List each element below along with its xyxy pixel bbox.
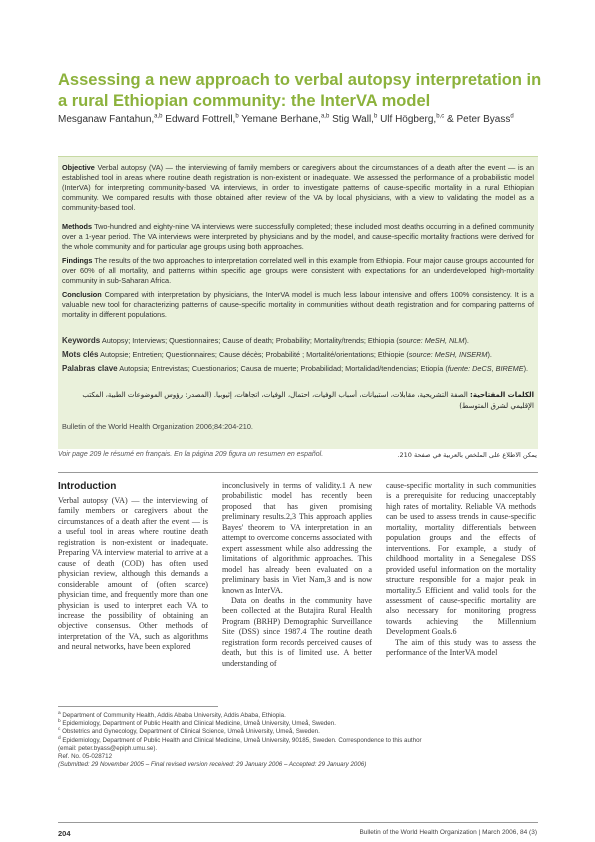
submission-dates: (Submitted: 29 November 2005 – Final revised version received: 29 January 2006 – Accepted: 29 January 2006)	[58, 761, 367, 769]
footer-divider	[58, 822, 538, 823]
footnote: $^b$ Epidemiology, Department of Public Health and Clinical Medicine, Umeå University, Umeå, Sweden.	[58, 719, 336, 728]
intro-heading: Introduction	[58, 481, 117, 492]
footnote: $^a$ Department of Community Health, Addis Ababa University, Addis Ababa, Ethiopia.	[58, 710, 286, 719]
paragraph: Data on deaths in the community have been collected at the Butajira Rural Health Program (BRHP) Demographic Surveillance Site (DSS) since 1987.4 The routine death registration form records perceived causes of death, but this is of limited use. A better understanding of	[222, 595, 372, 668]
paragraph: cause-specific mortality in such communities is a prerequisite for reducing unacceptably high rates of mortality. Reliable VA methods can be used to assess trends in cause-specific mortality, mortality differentials between population groups and the effects of interventions. For example, a study of childhood mortality in a Senegalese DSS provided useful information on the mortality structure responsible for a major peak in mortality.5 Efficient and valid tools for the assessment of cause-specific mortality are also necessary for monitoring progress towards achieving the Millennium Development Goals.6	[386, 481, 536, 637]
text-column-2	[222, 481, 372, 669]
article-title: Assessing a new approach to verbal autopsy interpretation in a rural Ethiopian community: the InterVA model	[58, 71, 542, 110]
abstract-findings: Findings The results of the two approaches to interpretation correlated well in this example from Ethiopia. Four major cause groups accounted for over 60% of all mortality, and patterns within specific age groups were consistent with expectations for an underdeveloped high-mortality community in sub-Saharan Africa.	[62, 256, 534, 285]
author: Mesganaw Fantahun,$^{a,b}$	[58, 113, 163, 125]
keywords-french: Mots clés Autopsie; Entretien; Questionnaires; Cause décès; Probabilité ; Mortalité/orientations; Ethiopie (source: MeSH, INSERM).	[62, 350, 492, 359]
abstract-methods: Methods Two-hundred and eighty-nine VA interviews were successfully completed; these included most deaths occurring in a defined community over a 1-year period. The VA interviews were interpreted by physicians and by the model, and cause-specific mortality fractions were derived for the whole community and for particular age groups using both approaches.	[62, 222, 534, 251]
author-list	[58, 114, 558, 125]
abstract-conclusion: Conclusion Compared with interpretation by physicians, the InterVA model is much less labour intensive and offers 100% consistency. It is a valuable new tool for characterizing patterns of cause-specific mortality in communities without death registration and for comparing patterns of mortality in different populations.	[62, 290, 534, 319]
author: Ulf Högberg,$^{b,c}$	[377, 113, 445, 125]
keywords-arabic: الكلمات المفتاحية: الصفة التشريحية، مقابلات، استبيانات، أسباب الوفيات، احتمال، الوفيات، اتجاهات، إثيوبيا. (المصدر: رؤوس الموضوعات الطبية، المكتب الإقليمي لشرق المتوسط)	[82, 391, 534, 410]
translation-note-arabic: يمكن الاطلاع على الملخص بالعربية في صفحة 210.	[397, 451, 537, 459]
keywords-spanish: Palabras clave Autopsia; Entrevistas; Cuestionarios; Causa de muerte; Probabilidad; Mortalidad/tendencias; Etiopía (fuente: DeCS, BIREME).	[62, 364, 529, 373]
paragraph: The aim of this study was to assess the performance of the InterVA model	[386, 637, 536, 658]
page-number: 204	[58, 829, 71, 838]
paragraph: Verbal autopsy (VA) — the interviewing of family members or caregivers about the circumstances of a death after the event — is a useful tool in areas where routine death registration is non-existent or inadequate. Preparing VA interview material to arrive at a cause of death (COD) has often used physician review, although this demands a considerable amount of (often scarce) physician time, and frequently more than one physician is used to interpret each VA to increase the possibility of obtaining an objective consensus. Other methods of interpretation of the VA, such as algorithms and neural networks, have been explored	[58, 496, 208, 652]
text-column-1	[58, 496, 208, 653]
author: Stig Wall,$^b$	[329, 113, 378, 125]
footnote: $^c$ Obstetrics and Gynecology, Department of Clinical Science, Umeå University, Umeå, Sweden.	[58, 727, 320, 736]
footnotes	[58, 712, 538, 769]
author: Yemane Berhane,$^{a,b}$	[238, 113, 330, 125]
text-column-3	[386, 481, 536, 659]
ref-number: Ref. No. 05-028712	[58, 753, 113, 761]
translation-note: Voir page 209 le résumé en français. En la página 209 figura un resumen en español.	[58, 451, 324, 458]
footnote: $^d$ Epidemiology, Department of Public Health and Clinical Medicine, Umeå University, 90185, Sweden. Correspondence to this author	[58, 735, 422, 744]
author: Edward Fottrell,$^b$	[162, 113, 239, 125]
paragraph: inconclusively in terms of validity.1 A new probabilistic model has recently been proposed that has given promising preliminary results.2,3 This approach applies Bayes' theorem to VA interpretation in an attempt to overcome concerns associated with expert assessment while also addressing the limitations of algorithmic approaches. This model has already been evaluated on a preliminary basis in Viet Nam,3 and is now known as InterVA.	[222, 481, 372, 595]
citation: Bulletin of the World Health Organization 2006;84:204-210.	[62, 422, 253, 431]
abstract-objective: Objective Verbal autopsy (VA) — the interviewing of family members or caregivers about the circumstances of a death after the event — is an established tool in areas where routine death registration is non-existent or inadequate. We assessed the performance of a probabilistic model (InterVA) for interpreting community-based VA interviews, in order to investigate patterns of cause-specific mortality in a rural Ethiopian community. We compared results with those obtained after review of the VA by local physicians, with a view to validating the model as a community-based tool.	[62, 163, 534, 212]
footnote: (email: peter.byass@epiph.umu.se).	[58, 744, 158, 752]
footnote-divider	[58, 706, 218, 707]
author: & Peter Byass$^d$	[444, 113, 514, 125]
keywords-english: Keywords Autopsy; Interviews; Questionnaires; Cause of death; Probability; Mortality/trends; Ethiopia (source: MeSH, NLM).	[62, 336, 469, 345]
section-divider	[58, 472, 538, 473]
journal-footer: Bulletin of the World Health Organization | March 2006, 84 (3)	[359, 829, 537, 836]
